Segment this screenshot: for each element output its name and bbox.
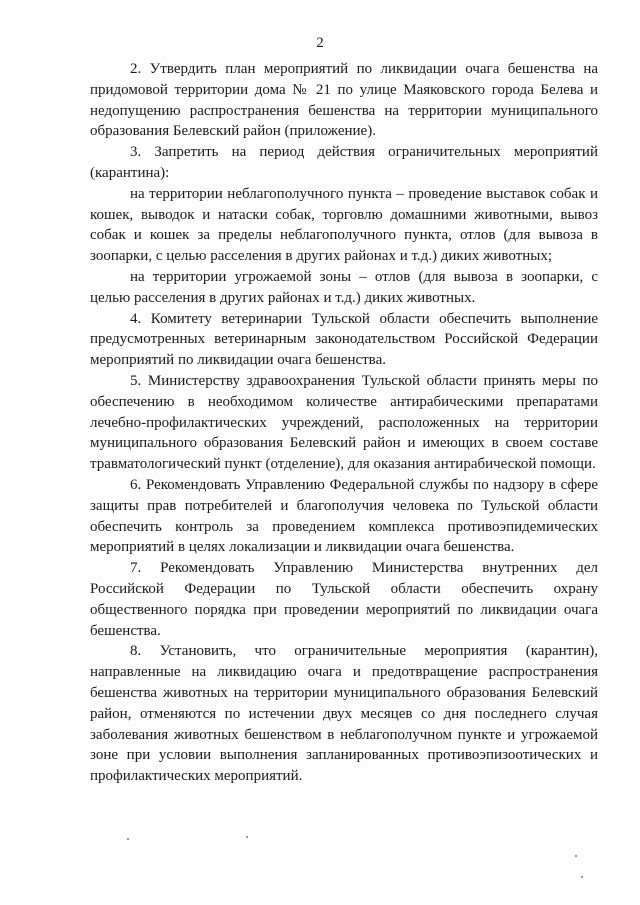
scan-speck <box>246 836 248 838</box>
document-body <box>90 59 598 787</box>
paragraph-3: 3. Запретить на период действия ограничительных мероприятий (карантина): <box>90 144 598 181</box>
paragraph-5: 5. Министерству здравоохранения Тульской области принять меры по обеспечению в необходимом количестве антирабическими препаратами лечебно-профилактических учреждений, расположенных на территории муниципального образования Белевский район и имеющих в своем составе травматологический пункт (отделение), для оказания антирабической помощи. <box>90 372 598 473</box>
scan-speck <box>127 838 129 840</box>
paragraph-6: 6. Рекомендовать Управлению Федеральной службы по надзору в сфере защиты прав потребителей и благополучия человека по Тульской области обеспечить контроль за проведением комплекса противоэпидемических мероприятий в целях локализации и ликвидации очага бешенства. <box>90 476 598 556</box>
paragraph-4: 4. Комитету ветеринарии Тульской области обеспечить выполнение предусмотренных ветеринарным законодательством Российской Федерации мероприятий по ликвидации очага бешенства. <box>90 310 598 369</box>
scan-speck <box>581 876 583 878</box>
paragraph-3-subitem-2: на территории угрожаемой зоны – отлов (для вывоза в зоопарки, с целью расселения в других районах и т.д.) диких животных. <box>90 268 598 306</box>
paragraph-2: 2. Утвердить план мероприятий по ликвидации очага бешенства на придомовой территории дома № 21 по улице Маяковского города Белева и недопущению распространения бешенства на территории муниципального образования Белевский район (приложение). <box>90 61 598 140</box>
scan-speck <box>575 855 577 857</box>
paragraph-8: 8. Установить, что ограничительные мероприятия (карантин), направленные на ликвидацию очага и предотвращение распространения бешенства животных на территории муниципального образования Белевский район, отменяются по истечении двух месяцев со дня последнего случая заболевания животных бешенством в неблагополучном пункте и угрожаемой зоне при условии выполнения запланированных противоэпизоотических и профилактических мероприятий. <box>90 643 598 785</box>
page-number: 2 <box>316 35 324 51</box>
paragraph-7: 7. Рекомендовать Управлению Министерства внутренних дел Российской Федерации по Тульской области обеспечить охрану общественного порядка при проведении мероприятий по ликвидации очага бешенства. <box>90 560 598 639</box>
paragraph-3-subitem-1: на территории неблагополучного пункта – проведение выставок собак и кошек, выводок и натаски собак, торговлю домашними животными, вывоз собак и кошек за пределы неблагополучного пункта, отлов (для вывоза в зоопарки, с целью расселения в других районах и т.д.) диких животных; <box>90 185 598 265</box>
